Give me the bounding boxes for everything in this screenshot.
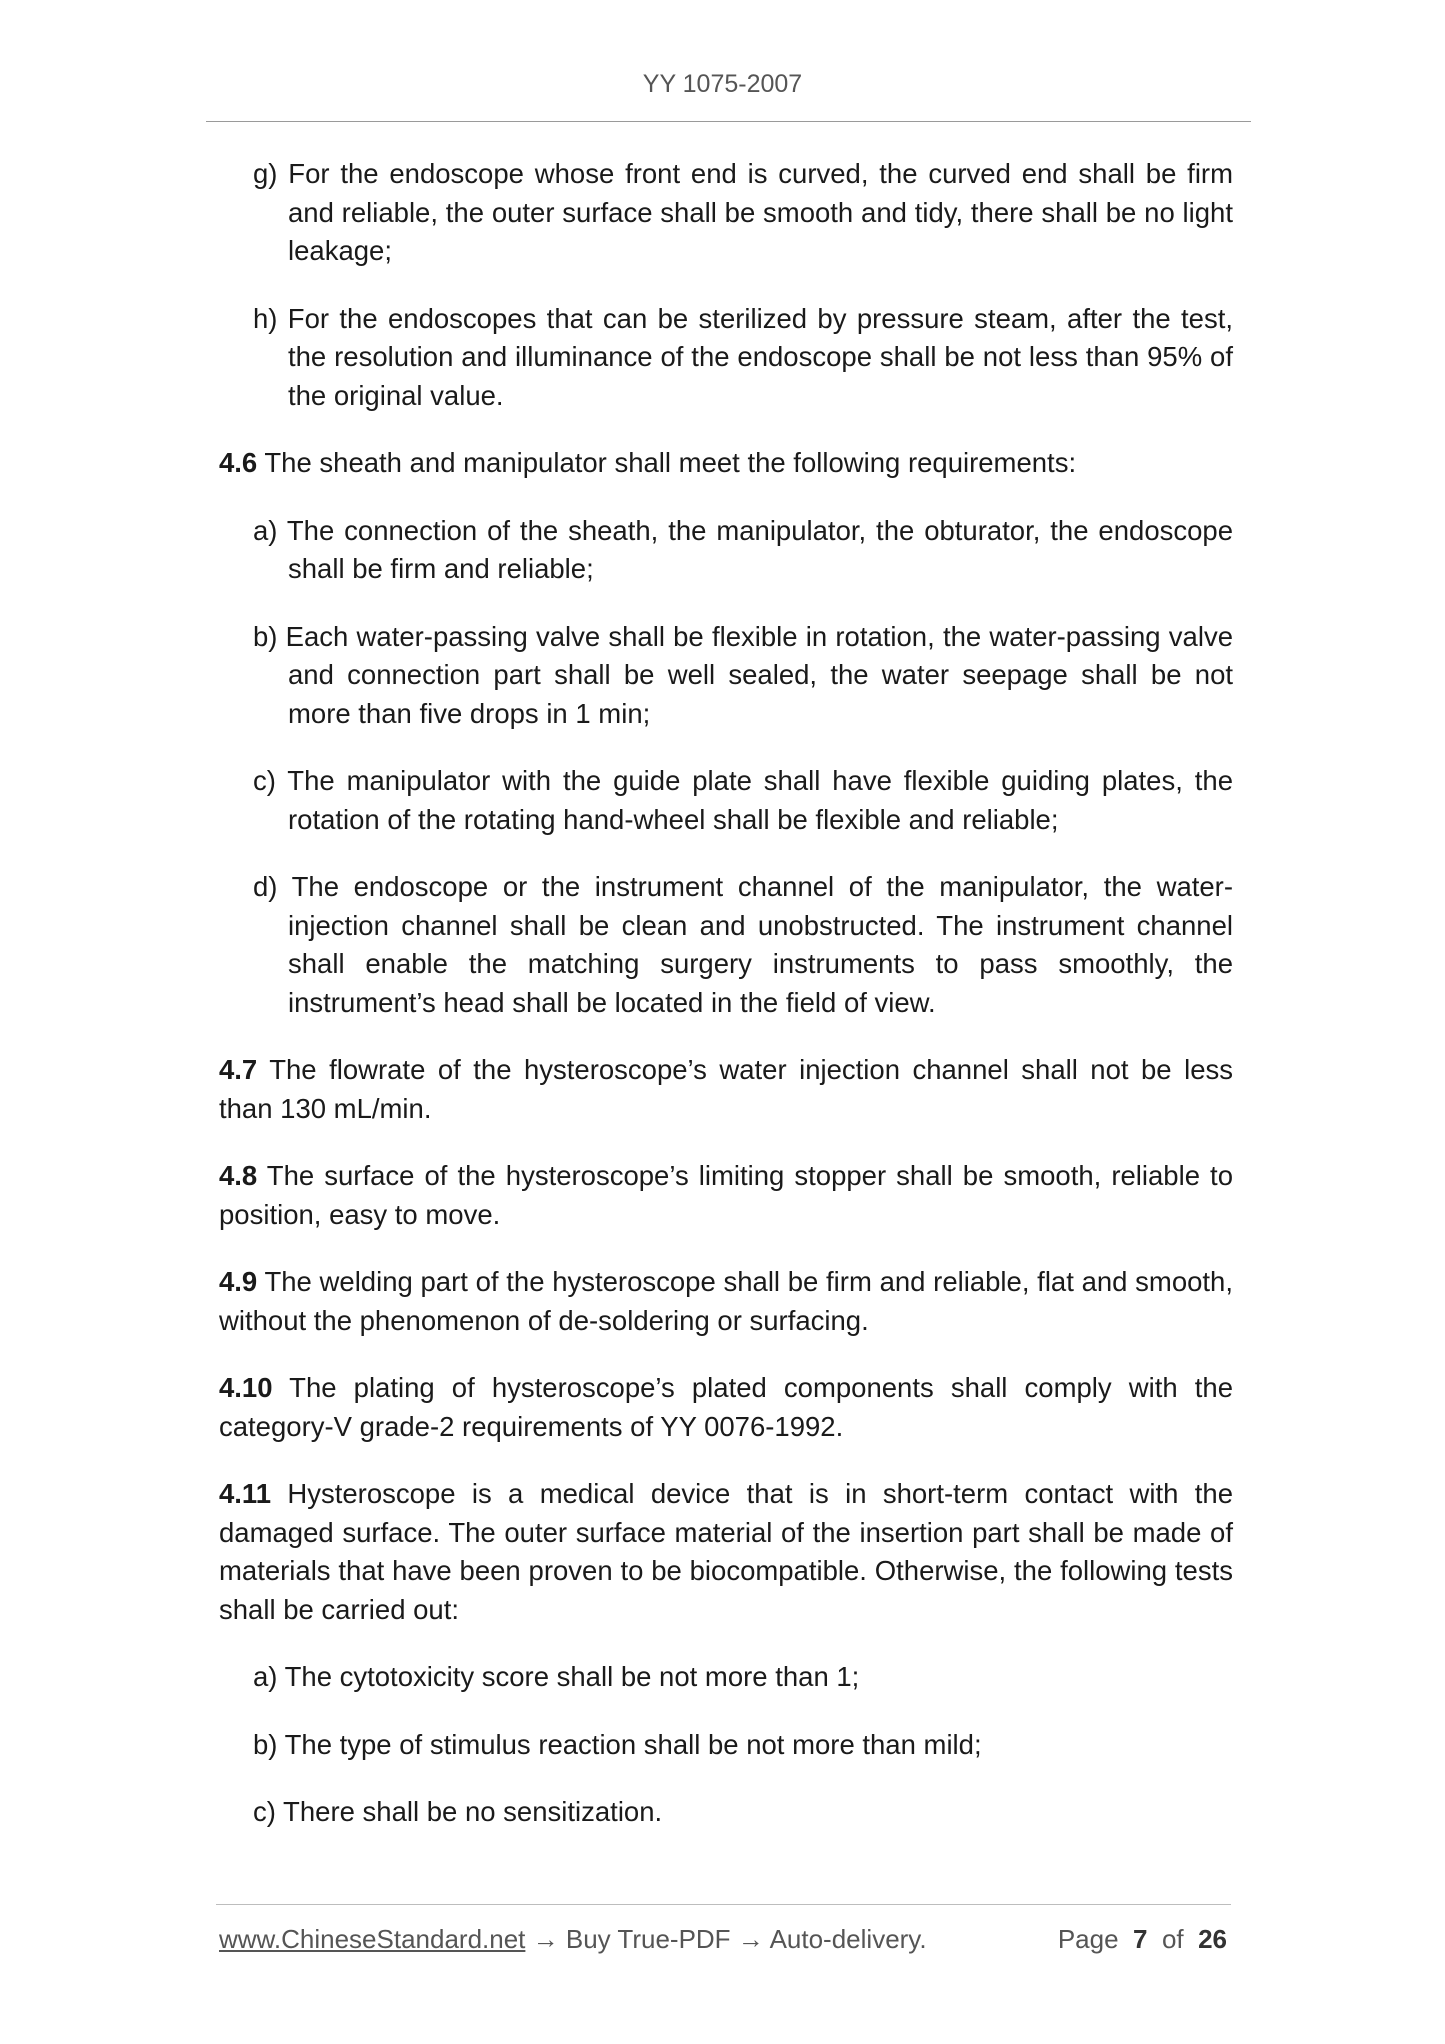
website-link[interactable]: www.ChineseStandard.net xyxy=(219,1924,526,1954)
clause-4-11 xyxy=(219,1475,1233,1629)
page-footer xyxy=(219,1924,1231,1964)
clause-4-10 xyxy=(219,1369,1233,1446)
clause-number: 4.9 xyxy=(219,1266,258,1297)
document-body xyxy=(219,155,1233,1861)
clause-4-9 xyxy=(219,1263,1233,1340)
clause-text: The surface of the hysteroscope’s limiting stopper shall be smooth, reliable to position, easy to move. xyxy=(219,1160,1233,1230)
footer-tagline: → Buy True-PDF → Auto-delivery. xyxy=(525,1924,927,1954)
list-item: h) For the endoscopes that can be sterilized by pressure steam, after the test, the resolution and illuminance of the endoscope shall be not less than 95% of the original value. xyxy=(253,302,1233,411)
footer-divider xyxy=(216,1904,1231,1905)
footer-promo xyxy=(219,1924,927,1955)
clause-number: 4.11 xyxy=(219,1478,272,1509)
list-item: a) The connection of the sheath, the manipulator, the obturator, the endoscope shall be firm and reliable; xyxy=(253,514,1233,584)
list-item: g) For the endoscope whose front end is curved, the curved end shall be firm and reliable, the outer surface shall be smooth and tidy, there shall be no light leakage; xyxy=(253,158,1233,266)
clause-text: The welding part of the hysteroscope shall be firm and reliable, flat and smooth, without the phenomenon of de-soldering or surfacing. xyxy=(219,1266,1233,1336)
list-item: c) There shall be no sensitization. xyxy=(253,1796,663,1827)
list-item: b) The type of stimulus reaction shall be not more than mild; xyxy=(253,1728,982,1760)
list-item: b) Each water-passing valve shall be flexible in rotation, the water-passing valve and connection part shall be well sealed, the water seepage shall be not more than five drops in 1 min; xyxy=(253,620,1233,729)
list-item: c) The manipulator with the guide plate shall have flexible guiding plates, the rotation of the rotating hand-wheel shall be flexible and reliable; xyxy=(253,765,1233,835)
list-item: a) The cytotoxicity score shall be not more than 1; xyxy=(253,1661,860,1692)
page-current: 7 xyxy=(1133,1924,1148,1954)
page-total: 26 xyxy=(1198,1924,1227,1954)
header-divider xyxy=(206,121,1251,122)
clause-number: 4.6 xyxy=(219,447,258,478)
clause-number: 4.8 xyxy=(219,1160,258,1191)
clause-text: The plating of hysteroscope’s plated components shall comply with the category-V grade-2 requirements of YY 0076-1992. xyxy=(219,1372,1233,1442)
page-of-label: of xyxy=(1161,1924,1184,1954)
page-header-title: YY 1075-2007 xyxy=(642,70,803,98)
clause-4-6 xyxy=(219,444,1233,483)
clause-text: Hysteroscope is a medical device that is in short-term contact with the damaged surface. The outer surface material of the insertion part shall be made of materials that have been proven to be biocompatible. Otherwise, the following tests shall be carried out: xyxy=(219,1478,1233,1625)
page-number xyxy=(1058,1924,1227,1955)
clause-number: 4.7 xyxy=(219,1054,258,1085)
clause-text: The sheath and manipulator shall meet the following requirements: xyxy=(257,447,1077,478)
clause-number: 4.10 xyxy=(219,1372,273,1403)
clause-4-7 xyxy=(219,1051,1233,1128)
page-label: Page xyxy=(1057,1924,1119,1954)
clause-4-8 xyxy=(219,1157,1233,1234)
clause-text: The flowrate of the hysteroscope’s water injection channel shall not be less than 130 mL/min. xyxy=(219,1054,1233,1124)
list-item: d) The endoscope or the instrument channel of the manipulator, the water-injection channel shall be clean and unobstructed. The instrument channel shall enable the matching surgery instruments to pass smoothly, the instrument’s head shall be located in the field of view. xyxy=(253,871,1233,1018)
